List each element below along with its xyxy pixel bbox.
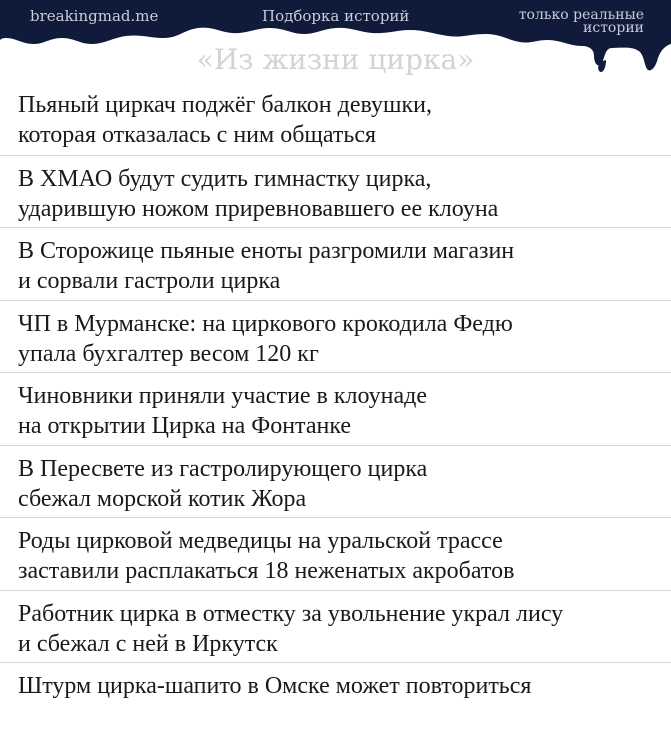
story-headline-line: Пьяный циркач поджёг балкон девушки, [18, 92, 433, 118]
story-item[interactable] [0, 155, 671, 228]
story-headline-line: ударившую ножом приревновавшего ее клоуна [18, 195, 499, 222]
story-headline-line: и сбежал с ней в Иркутск [18, 630, 278, 657]
story-item[interactable] [0, 227, 671, 300]
story-headline-line: на открытии Цирка на Фонтанке [18, 413, 352, 439]
story-headline-line: В Сторожице пьяные еноты разгромили магазин [18, 238, 515, 264]
story-headline-line: В Пересвете из гастролирующего цирка [18, 455, 428, 482]
story-headline-line: Роды цирковой медведицы на уральской трассе [18, 528, 503, 554]
story-headline-line: и сорвали гастроли цирка [18, 268, 281, 294]
story-item[interactable] [0, 590, 671, 663]
page-title: «Из жизни цирка» [196, 43, 475, 76]
story-item[interactable] [0, 517, 671, 590]
story-headline-line: Штурм цирка-шапито в Омске может повториться [18, 673, 532, 699]
story-list [0, 82, 671, 735]
site-name[interactable]: breakingmad.me [30, 7, 159, 25]
story-headline-line: Работник цирка в отместку за увольнение украл лису [18, 600, 564, 627]
story-item[interactable] [0, 82, 671, 155]
story-headline-line: которая отказалась с ним общаться [18, 122, 377, 148]
story-headline-line: сбежал морской котик Жора [18, 485, 307, 512]
story-headline-line: упала бухгалтер весом 120 кг [18, 340, 319, 367]
story-item[interactable] [0, 662, 671, 735]
story-headline-line: заставили расплакаться 18 неженатых акробатов [18, 558, 515, 584]
story-headline-line: В ХМАО будут судить гимнастку цирка, [18, 165, 432, 192]
header-tagline: только реальные истории [518, 7, 644, 36]
story-item[interactable] [0, 372, 671, 445]
header-collection-label: Подборка историй [262, 7, 410, 25]
story-item[interactable] [0, 300, 671, 373]
story-headline-line: Чиновники приняли участие в клоунаде [18, 383, 427, 409]
story-item[interactable] [0, 445, 671, 518]
story-headline-line: ЧП в Мурманске: на циркового крокодила Федю [18, 310, 513, 337]
